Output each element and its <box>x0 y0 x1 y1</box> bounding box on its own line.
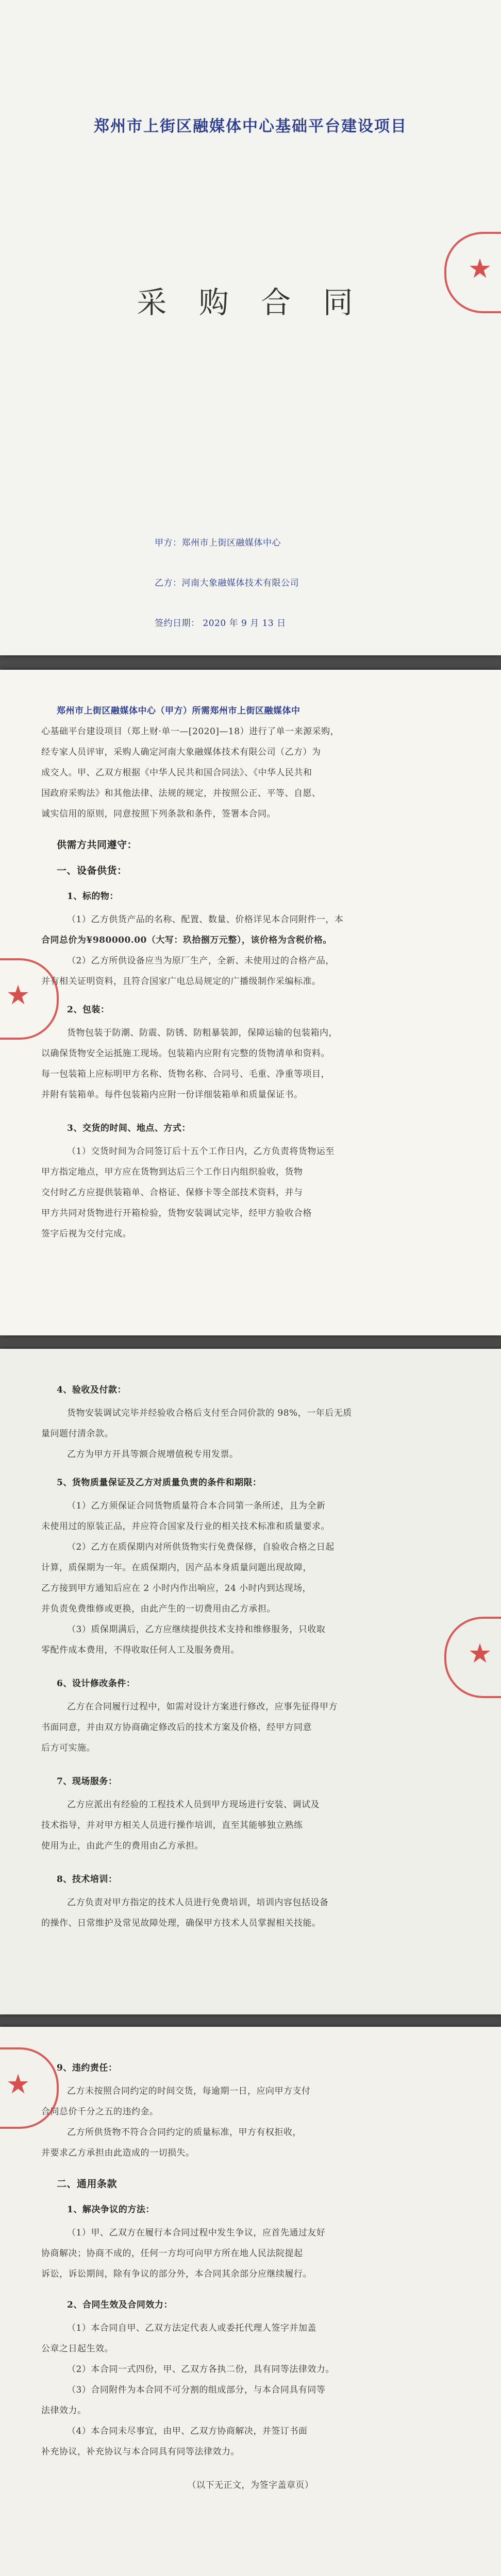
paragraph-line: 协商解决；协商不成的，任何一方均可向甲方所在地人民法院提起 <box>41 2248 303 2259</box>
paragraph-line: 乙方应派出有经验的工程技术人员到甲方现场进行安装、调试及 <box>67 1800 320 1810</box>
paragraph-line: 并附有装箱单。每件包装箱内应附一份详细装箱单和质量保证书。 <box>41 1090 303 1100</box>
paragraph-line: （1）交货时间为合同签订后十五个工作日内，乙方负责将货物运至 <box>67 1146 335 1157</box>
paragraph-line: 乙方为甲方开具等额合规增值税专用发票。 <box>67 1449 239 1460</box>
paragraph-line: 补充协议，补充协议与本合同具有同等法律效力。 <box>41 2447 240 2457</box>
party-b-name: 河南大象融媒体技术有限公司 <box>181 578 299 588</box>
contract-page-2 <box>0 670 501 1335</box>
paragraph-line: （1）本合同自甲、乙双方法定代表人或委托代理人签字并加盖 <box>67 2323 316 2333</box>
intro-line: 心基础平台建设项目（郑上财·单一—[2020]—18）进行了单一来源采购， <box>41 726 340 737</box>
paragraph-line: 技术指导，并对甲方相关人员进行操作培训，直至其能够独立熟练 <box>41 1820 303 1831</box>
paragraph-line: 并有相关证明资料，且符合国家广电总局规定的广播级制作采编标准。 <box>41 976 321 987</box>
contract-page-4 <box>0 2027 501 2576</box>
seal-stamp-icon: ★ <box>0 958 59 1040</box>
paragraph-line: 甲方共同对货物进行开箱检验，货物安装调试完毕，经甲方验收合格 <box>41 1208 312 1218</box>
clause-heading: 9、违约责任： <box>57 2063 118 2073</box>
paragraph-line: 乙方所供货物不符合合同约定的质量标准，甲方有权拒收， <box>67 2127 302 2138</box>
intro-line: 国政府采购法》和其他法律、法规的规定，并按照公正、平等、自愿、 <box>41 788 321 799</box>
paragraph-line: 以确保货物安全运抵施工现场。包装箱内应附有完整的货物清单和资料。 <box>41 1048 330 1059</box>
clause-heading: 1、解决争议的方法： <box>67 2205 155 2215</box>
paragraph-line: 每一包装箱上应标明甲方名称、货物名称、合同号、毛重、净重等项目， <box>41 1069 330 1079</box>
paragraph-line: 诉讼，诉讼期间，除有争议的部分外，本合同其余部分应继续履行。 <box>41 2269 312 2279</box>
paragraph-line: （2）乙方所供设备应当为原厂生产，全新、未使用过的合格产品， <box>67 956 335 966</box>
cover-page <box>0 0 501 655</box>
clause-heading: 4、验收及付款： <box>57 1385 126 1395</box>
paragraph-line: （1）乙方须保证合同货物质量符合本合同第一条所述，且为全新 <box>67 1501 326 1511</box>
paragraph-line: 货物安装调试完毕并经验收合格后支付至合同价款的 98%，一年后无质 <box>67 1408 352 1418</box>
paragraph-line: 计算，质保期为一年。在质保期内，因产品本身质量问题出现故障， <box>41 1563 312 1573</box>
end-of-text-note: （以下无正文，为签字盖章页） <box>187 2480 314 2490</box>
clause-heading: 1、标的物： <box>67 891 119 902</box>
contract-page-3 <box>0 1349 501 2014</box>
contract-heading: 采 购 合 同 <box>137 285 364 320</box>
paragraph-line: （2）本合同一式四份，甲、乙双方各执二份，具有同等法律效力。 <box>67 2364 335 2375</box>
paragraph-line: 零配件成本费用，不得收取任何人工及服务费用。 <box>41 1645 240 1655</box>
paragraph-line: 并要求乙方承担由此造成的一切损失。 <box>41 2148 195 2158</box>
paragraph-line: 法律效力。 <box>41 2405 87 2416</box>
paragraph-line: 的操作、日常维护及常见故障处理，确保甲方技术人员掌握相关技能。 <box>41 1918 321 1928</box>
party-b-label: 乙方： <box>155 578 182 588</box>
clause-heading: 5、货物质量保证及乙方对质量负责的条件和期限： <box>57 1478 262 1488</box>
paragraph-line: 乙方接到甲方通知后应在 2 小时内作出响应，24 小时内到达现场， <box>41 1583 312 1594</box>
paragraph-line: 交付时乙方应提供装箱单、合格证、保修卡等全部技术资料，并与 <box>41 1188 303 1198</box>
party-a-label: 甲方： <box>155 538 182 548</box>
party-b-line <box>155 573 299 594</box>
paragraph-line: 使用为止，由此产生的费用由乙方承担。 <box>41 1841 204 1851</box>
paragraph-line: 并负责免费维修或更换，由此产生的一切费用由乙方承担。 <box>41 1604 276 1614</box>
paragraph-line: 量问题付清余款。 <box>41 1429 113 1439</box>
paragraph-line: 未使用过的原装正品，并应符合国家及行业的相关技术标准和质量要求。 <box>41 1521 330 1532</box>
clause-heading: 2、包装： <box>67 1005 110 1015</box>
paragraph-line: （4）本合同未尽事宜，由甲、乙双方协商解决，并签订书面 <box>67 2426 308 2436</box>
paragraph-line: 合同总价为¥980000.00（大写：玖拾捌万元整），该价格为含税价格。 <box>41 935 332 945</box>
paragraph-line: 乙方负责对甲方指定的技术人员进行免费培训，培训内容包括设备 <box>67 1897 329 1908</box>
seal-stamp-icon: ★ <box>0 2047 59 2129</box>
paragraph-line: （1）甲、乙双方在履行本合同过程中发生争议，应首先通过友好 <box>67 2228 326 2238</box>
intro-line: 诚实信用的原则，同意按照下列条款和条件，签署本合同。 <box>41 809 276 819</box>
paragraph-line: （1）乙方供货产品的名称、配置、数量、价格详见本合同附件一，本 <box>67 914 344 925</box>
intro-line: 成交人。甲、乙双方根据《中华人民共和国合同法》、《中华人民共和 <box>41 768 312 778</box>
clause-heading: 2、合同生效及合同效力： <box>67 2300 173 2310</box>
section-heading: 二、通用条款 <box>57 2178 118 2190</box>
clause-heading: 6、设计修改条件： <box>57 1679 136 1689</box>
seal-stamp-icon: ★ <box>444 1617 501 1698</box>
intro-line: 郑州市上街区融媒体中心（甲方）所需郑州市上街区融媒体中 <box>57 706 300 716</box>
paragraph-line: 乙方在合同履行过程中，如需对设计方案进行修改，应事先征得甲方 <box>67 1702 338 1712</box>
signing-date: 签约日期： 2020 年 9 月 13 日 <box>155 618 286 629</box>
clause-heading: 8、技术培训： <box>57 1874 118 1885</box>
seal-stamp-icon: ★ <box>444 232 501 313</box>
party-a-line <box>155 533 281 553</box>
paragraph-line: 书面同意，并由双方协商确定修改后的技术方案及价格，经甲方同意 <box>41 1722 312 1733</box>
section-heading: 供需方共同遵守： <box>57 839 138 851</box>
paragraph-line: 合同总价千分之五的违约金。 <box>41 2107 159 2117</box>
clause-heading: 3、交货的时间、地点、方式： <box>67 1123 191 1133</box>
paragraph-line: 公章之日起生效。 <box>41 2344 113 2354</box>
paragraph-line: （2）乙方在质保期内对所供货物实行免费保修，自验收合格之日起 <box>67 1542 335 1552</box>
clause-heading: 7、现场服务： <box>57 1776 118 1787</box>
paragraph-line: （3）合同附件为本合同不可分割的组成部分，与本合同具有同等 <box>67 2385 326 2395</box>
paragraph-line: 货物包装于防潮、防震、防锈、防粗暴装卸，保障运输的包装箱内， <box>67 1028 338 1038</box>
paragraph-line: 签字后视为交付完成。 <box>41 1229 131 1239</box>
paragraph-line: 后方可实施。 <box>41 1743 95 1753</box>
intro-line: 经专家人员评审，采购人确定河南大象融媒体技术有限公司（乙方）为 <box>41 747 321 757</box>
party-a-name: 郑州市上街区融媒体中心 <box>181 538 281 548</box>
project-title: 郑州市上街区融媒体中心基础平台建设项目 <box>94 117 407 135</box>
paragraph-line: 甲方指定地点，甲方应在货物到达后三个工作日内组织验收，货物 <box>41 1167 303 1177</box>
paragraph-line: 乙方未按照合同约定的时间交货，每逾期一日，应向甲方支付 <box>67 2086 311 2096</box>
paragraph-line: （3）质保期满后，乙方应继续提供技术支持和维修服务，只收取 <box>67 1624 326 1635</box>
section-heading: 一、设备供货： <box>57 865 127 876</box>
